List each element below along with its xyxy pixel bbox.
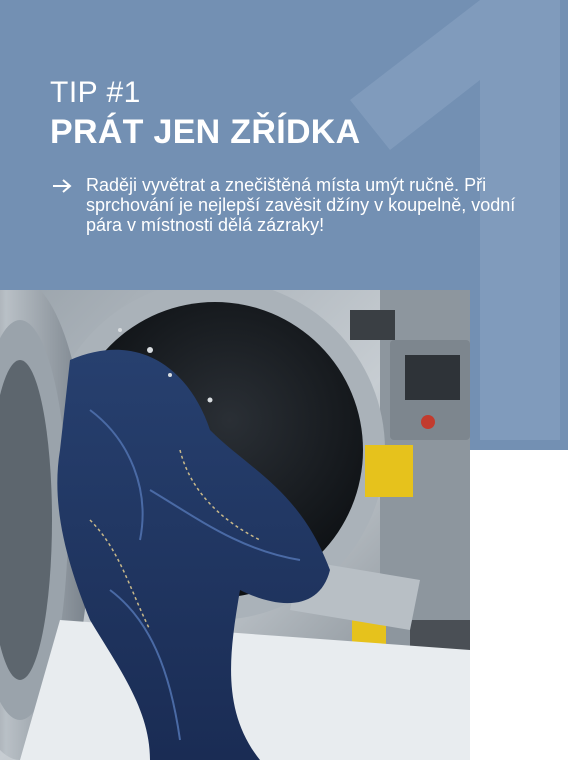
tip-label: TIP #1 [50,76,141,109]
tip-title: PRÁT JEN ZŘÍDKA [50,113,361,151]
tip-bullet [52,175,522,235]
arrow-right-icon [52,178,72,194]
washing-machine-photo [0,290,470,760]
washing-machine-illustration [0,290,470,760]
tip-bullet-text: Raději vyvětrat a znečištěná místa umýt ručně. Při sprchování je nejlepší zavěsit džíny v koupelně, vodní pára v místnosti dělá zázraky! [86,175,516,235]
